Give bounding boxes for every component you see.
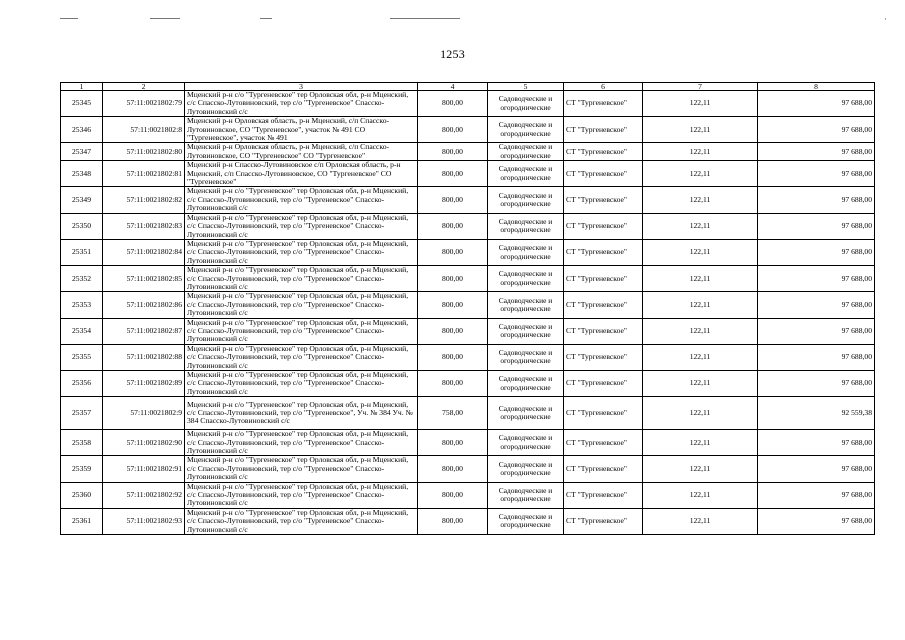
cadastral-rate-cell: 122,11 (643, 430, 758, 456)
cadastral-value-cell: 97 688,00 (758, 482, 875, 508)
area-cell: 800,00 (418, 508, 488, 534)
cadastral-number-cell: 57:11:0021802:87 (103, 318, 185, 344)
table-row (61, 456, 875, 482)
cadastral-value-cell: 97 688,00 (758, 117, 875, 143)
land-use-category-cell: Садоводческие и огороднические (488, 456, 564, 482)
column-header: 4 (418, 83, 488, 91)
cadastral-number-cell: 57:11:0021802:89 (103, 371, 185, 397)
address-cell: Мценский р-н с/о "Тургеневское" тер Орловская обл, р-н Мценский, с/с Спасско-Лутовиновский, тер с/о "Тургеневское" Спасско-Лутовиновский с/с (185, 482, 418, 508)
record-number-cell: 25349 (61, 187, 103, 213)
table-row (61, 161, 875, 187)
address-cell: Мценский р-н с/о "Тургеневское" тер Орловская обл, р-н Мценский, с/с Спасско-Лутовиновский, тер с/о "Тургеневское" Спасско-Лутовиновский с/с (185, 187, 418, 213)
land-plot-registry-table (60, 82, 875, 535)
owner-cell: СТ "Тургеневское" (564, 187, 643, 213)
owner-cell: СТ "Тургеневское" (564, 239, 643, 265)
address-cell: Мценский р-н с/о "Тургеневское" тер Орловская обл, р-н Мценский, с/с Спасско-Лутовиновский, тер с/о "Тургеневское" Спасско-Лутовиновский с/с (185, 91, 418, 117)
owner-cell: СТ "Тургеневское" (564, 344, 643, 370)
record-number-cell: 25351 (61, 239, 103, 265)
cadastral-rate-cell: 122,11 (643, 143, 758, 161)
cadastral-number-cell: 57:11:0021802:84 (103, 239, 185, 265)
record-number-cell: 25357 (61, 397, 103, 430)
owner-cell: СТ "Тургеневское" (564, 430, 643, 456)
address-cell: Мценский р-н с/о "Тургеневское" тер Орловская обл, р-н Мценский, с/с Спасско-Лутовиновский, тер с/о "Тургеневское" Спасско-Лутовиновский с/с (185, 456, 418, 482)
table-row (61, 508, 875, 534)
cadastral-number-cell: 57:11:0021802:86 (103, 292, 185, 318)
cadastral-value-cell: 97 688,00 (758, 91, 875, 117)
cadastral-value-cell: 97 688,00 (758, 239, 875, 265)
owner-cell: СТ "Тургеневское" (564, 318, 643, 344)
area-cell: 800,00 (418, 456, 488, 482)
land-use-category-cell: Садоводческие и огороднические (488, 239, 564, 265)
area-cell: 800,00 (418, 91, 488, 117)
cadastral-rate-cell: 122,11 (643, 292, 758, 318)
cadastral-number-cell: 57:11:0021802:82 (103, 187, 185, 213)
land-use-category-cell: Садоводческие и огороднические (488, 292, 564, 318)
area-cell: 800,00 (418, 161, 488, 187)
record-number-cell: 25352 (61, 266, 103, 292)
area-cell: 800,00 (418, 143, 488, 161)
land-use-category-cell: Садоводческие и огороднические (488, 318, 564, 344)
table-row (61, 292, 875, 318)
land-use-category-cell: Садоводческие и огороднические (488, 430, 564, 456)
land-use-category-cell: Садоводческие и огороднические (488, 143, 564, 161)
address-cell: Мценский р-н с/о "Тургеневское" тер Орловская обл, р-н Мценский, с/с Спасско-Лутовиновский, тер с/о "Тургеневское" Спасско-Лутовиновский с/с (185, 344, 418, 370)
column-number-header-row (61, 83, 875, 91)
cadastral-rate-cell: 122,11 (643, 161, 758, 187)
address-cell: Мценский р-н с/о "Тургеневское" тер Орловская обл, р-н Мценский, с/с Спасско-Лутовиновский, тер с/о "Тургеневское" Спасско-Лутовиновский с/с (185, 508, 418, 534)
owner-cell: СТ "Тургеневское" (564, 117, 643, 143)
table-row (61, 187, 875, 213)
table-row (61, 344, 875, 370)
table-row (61, 117, 875, 143)
cadastral-rate-cell: 122,11 (643, 371, 758, 397)
address-cell: Мценский р-н с/о "Тургеневское" тер Орловская обл, р-н Мценский, с/с Спасско-Лутовиновский, тер с/о "Тургеневское" Спасско-Лутовиновский с/с (185, 318, 418, 344)
record-number-cell: 25359 (61, 456, 103, 482)
table-row (61, 213, 875, 239)
land-use-category-cell: Садоводческие и огороднические (488, 344, 564, 370)
land-use-category-cell: Садоводческие и огороднические (488, 371, 564, 397)
cadastral-rate-cell: 122,11 (643, 456, 758, 482)
record-number-cell: 25348 (61, 161, 103, 187)
land-use-category-cell: Садоводческие и огороднические (488, 508, 564, 534)
cadastral-value-cell: 97 688,00 (758, 456, 875, 482)
area-cell: 800,00 (418, 187, 488, 213)
cadastral-value-cell: 92 559,38 (758, 397, 875, 430)
record-number-cell: 25353 (61, 292, 103, 318)
owner-cell: СТ "Тургеневское" (564, 456, 643, 482)
table-row (61, 143, 875, 161)
cadastral-number-cell: 57:11:0021802:90 (103, 430, 185, 456)
cadastral-number-cell: 57:11:0021802:79 (103, 91, 185, 117)
cadastral-value-cell: 97 688,00 (758, 430, 875, 456)
record-number-cell: 25361 (61, 508, 103, 534)
cadastral-number-cell: 57:11:0021802:93 (103, 508, 185, 534)
cadastral-value-cell: 97 688,00 (758, 371, 875, 397)
land-use-category-cell: Садоводческие и огороднические (488, 266, 564, 292)
land-use-category-cell: Садоводческие и огороднические (488, 187, 564, 213)
land-use-category-cell: Садоводческие и огороднические (488, 482, 564, 508)
cadastral-rate-cell: 122,11 (643, 239, 758, 265)
owner-cell: СТ "Тургеневское" (564, 397, 643, 430)
area-cell: 800,00 (418, 266, 488, 292)
land-use-category-cell: Садоводческие и огороднические (488, 213, 564, 239)
scan-corner-mark: · (884, 14, 887, 24)
registry-body (61, 91, 875, 535)
address-cell: Мценский р-н с/о "Тургеневское" тер Орловская обл, р-н Мценский, с/с Спасско-Лутовиновский, тер с/о "Тургеневское" Спасско-Лутовиновский с/с (185, 430, 418, 456)
column-header: 5 (488, 83, 564, 91)
cadastral-number-cell: 57:11:0021802:92 (103, 482, 185, 508)
cadastral-number-cell: 57:11:0021802:80 (103, 143, 185, 161)
cadastral-number-cell: 57:11:0021802:85 (103, 266, 185, 292)
column-header: 6 (564, 83, 643, 91)
record-number-cell: 25355 (61, 344, 103, 370)
cadastral-value-cell: 97 688,00 (758, 318, 875, 344)
cadastral-rate-cell: 122,11 (643, 482, 758, 508)
owner-cell: СТ "Тургеневское" (564, 213, 643, 239)
cadastral-number-cell: 57:11:0021802:83 (103, 213, 185, 239)
record-number-cell: 25345 (61, 91, 103, 117)
cadastral-rate-cell: 122,11 (643, 508, 758, 534)
area-cell: 800,00 (418, 239, 488, 265)
land-use-category-cell: Садоводческие и огороднические (488, 91, 564, 117)
column-header: 7 (643, 83, 758, 91)
column-header: 8 (758, 83, 875, 91)
area-cell: 800,00 (418, 117, 488, 143)
owner-cell: СТ "Тургеневское" (564, 161, 643, 187)
cadastral-number-cell: 57:11:0021802:88 (103, 344, 185, 370)
record-number-cell: 25346 (61, 117, 103, 143)
address-cell: Мценский р-н с/о "Тургеневское" тер Орловская обл, р-н Мценский, с/с Спасско-Лутовиновский, тер с/о "Тургеневское" Спасско-Лутовиновский с/с (185, 239, 418, 265)
cadastral-value-cell: 97 688,00 (758, 143, 875, 161)
table-row (61, 397, 875, 430)
area-cell: 800,00 (418, 318, 488, 344)
cadastral-rate-cell: 122,11 (643, 397, 758, 430)
area-cell: 800,00 (418, 371, 488, 397)
address-cell: Мценский р-н с/о "Тургеневское" тер Орловская обл, р-н Мценский, с/с Спасско-Лутовиновский, тер с/о "Тургеневское" Спасско-Лутовиновский с/с (185, 371, 418, 397)
cadastral-rate-cell: 122,11 (643, 344, 758, 370)
record-number-cell: 25360 (61, 482, 103, 508)
area-cell: 800,00 (418, 213, 488, 239)
land-use-category-cell: Садоводческие и огороднические (488, 397, 564, 430)
owner-cell: СТ "Тургеневское" (564, 482, 643, 508)
cadastral-value-cell: 97 688,00 (758, 292, 875, 318)
table-row (61, 318, 875, 344)
record-number-cell: 25350 (61, 213, 103, 239)
column-header: 2 (103, 83, 185, 91)
table-row (61, 266, 875, 292)
owner-cell: СТ "Тургеневское" (564, 292, 643, 318)
cadastral-number-cell: 57:11:0021802:9 (103, 397, 185, 430)
cadastral-value-cell: 97 688,00 (758, 213, 875, 239)
cadastral-value-cell: 97 688,00 (758, 161, 875, 187)
cadastral-number-cell: 57:11:0021802:81 (103, 161, 185, 187)
table-row (61, 239, 875, 265)
address-cell: Мценский р-н с/о "Тургеневское" тер Орловская обл, р-н Мценский, с/с Спасско-Лутовиновский, тер с/о "Тургеневское" Спасско-Лутовиновский с/с (185, 213, 418, 239)
column-header: 1 (61, 83, 103, 91)
area-cell: 800,00 (418, 292, 488, 318)
cadastral-rate-cell: 122,11 (643, 187, 758, 213)
cadastral-rate-cell: 122,11 (643, 266, 758, 292)
table-row (61, 91, 875, 117)
area-cell: 758,00 (418, 397, 488, 430)
owner-cell: СТ "Тургеневское" (564, 508, 643, 534)
cadastral-number-cell: 57:11:0021802:91 (103, 456, 185, 482)
owner-cell: СТ "Тургеневское" (564, 266, 643, 292)
cadastral-rate-cell: 122,11 (643, 117, 758, 143)
area-cell: 800,00 (418, 482, 488, 508)
owner-cell: СТ "Тургеневское" (564, 143, 643, 161)
column-header: 3 (185, 83, 418, 91)
cadastral-value-cell: 97 688,00 (758, 508, 875, 534)
area-cell: 800,00 (418, 344, 488, 370)
scan-artifacts (60, 12, 880, 24)
address-cell: Мценский р-н Орловская область, р-н Мценский, с/п Спасско-Лутовиновское, СО "Тургеневское", участок № 491 СО "Тургеневское", участок № 491 (185, 117, 418, 143)
cadastral-value-cell: 97 688,00 (758, 266, 875, 292)
address-cell: Мценский р-н с/о "Тургеневское" тер Орловская обл, р-н Мценский, с/с Спасско-Лутовиновский, тер с/о "Тургеневское" Спасско-Лутовиновский с/с (185, 266, 418, 292)
address-cell: Мценский р-н Спасско-Лутовиновское с/п Орловская область, р-н Мценский, с/п Спасско-Лутовиновское, СО "Тургеневское" СО "Тургеневское" (185, 161, 418, 187)
land-use-category-cell: Садоводческие и огороднические (488, 117, 564, 143)
cadastral-rate-cell: 122,11 (643, 318, 758, 344)
record-number-cell: 25358 (61, 430, 103, 456)
cadastral-rate-cell: 122,11 (643, 213, 758, 239)
cadastral-rate-cell: 122,11 (643, 91, 758, 117)
record-number-cell: 25356 (61, 371, 103, 397)
record-number-cell: 25347 (61, 143, 103, 161)
cadastral-value-cell: 97 688,00 (758, 187, 875, 213)
address-cell: Мценский р-н с/о "Тургеневское" тер Орловская обл, р-н Мценский, с/с Спасско-Лутовиновский, тер с/о "Тургеневское", Уч. № 384 Уч. № 384 Спасско-Лутовиновский с/с (185, 397, 418, 430)
land-use-category-cell: Садоводческие и огороднические (488, 161, 564, 187)
cadastral-number-cell: 57:11:0021802:8 (103, 117, 185, 143)
record-number-cell: 25354 (61, 318, 103, 344)
table-row (61, 482, 875, 508)
address-cell: Мценский р-н Орловская область, р-н Мценский, с/п Спасско-Лутовиновское, СО "Тургеневское" СО "Тургеневское" (185, 143, 418, 161)
table-row (61, 371, 875, 397)
address-cell: Мценский р-н с/о "Тургеневское" тер Орловская обл, р-н Мценский, с/с Спасско-Лутовиновский, тер с/о "Тургеневское" Спасско-Лутовиновский с/с (185, 292, 418, 318)
cadastral-value-cell: 97 688,00 (758, 344, 875, 370)
page-number: 1253 (440, 47, 465, 61)
owner-cell: СТ "Тургеневское" (564, 371, 643, 397)
table-row (61, 430, 875, 456)
area-cell: 800,00 (418, 430, 488, 456)
owner-cell: СТ "Тургеневское" (564, 91, 643, 117)
